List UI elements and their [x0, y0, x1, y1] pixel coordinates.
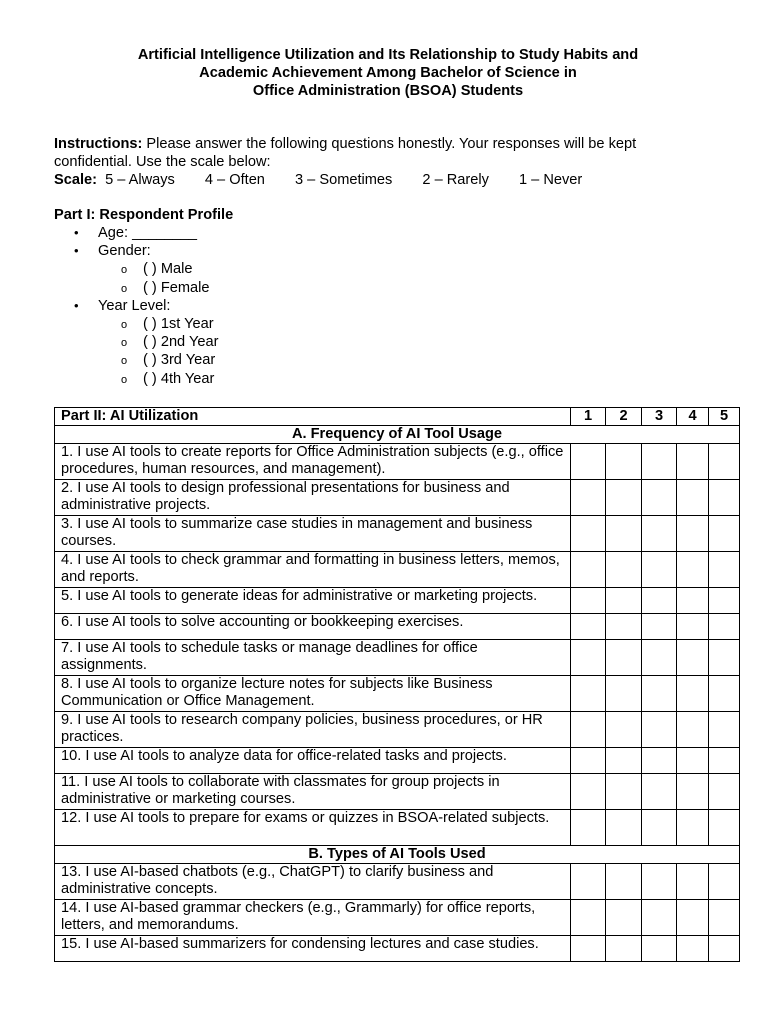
rating-cell-3[interactable]: [642, 810, 677, 846]
rating-cell-3[interactable]: [642, 640, 677, 676]
rating-cell-5[interactable]: [709, 748, 740, 774]
gender-item: [54, 242, 233, 297]
rating-cell-1[interactable]: [571, 900, 606, 936]
rating-cell-5[interactable]: [709, 614, 740, 640]
table-row: [55, 516, 740, 552]
profile-list: [54, 224, 233, 388]
age-label: Age: ________: [98, 225, 198, 241]
table-header-row: [55, 408, 740, 426]
survey-item-text: 10. I use AI tools to analyze data for office-related tasks and projects.: [55, 748, 571, 774]
rating-cell-2[interactable]: [606, 774, 642, 810]
table-row: [55, 900, 740, 936]
respondent-profile-section: [54, 206, 233, 388]
section-a-heading: A. Frequency of AI Tool Usage: [55, 426, 740, 444]
rating-cell-4[interactable]: [677, 748, 709, 774]
rating-cell-5[interactable]: [709, 774, 740, 810]
scale-header-5: 5: [709, 408, 740, 426]
ai-utilization-table: [54, 407, 740, 962]
part2-heading: Part II: AI Utilization: [55, 408, 571, 426]
scale-option-5: 5 – Always: [105, 172, 175, 188]
survey-item-text: 11. I use AI tools to collaborate with classmates for group projects in administrative or marketing courses.: [55, 774, 571, 810]
survey-item-text: 3. I use AI tools to summarize case studies in management and business courses.: [55, 516, 571, 552]
rating-cell-2[interactable]: [606, 640, 642, 676]
rating-cell-3[interactable]: [642, 712, 677, 748]
rating-cell-4[interactable]: [677, 444, 709, 480]
rating-cell-4[interactable]: [677, 864, 709, 900]
survey-item-text: 8. I use AI tools to organize lecture notes for subjects like Business Communication or Office Management.: [55, 676, 571, 712]
rating-cell-5[interactable]: [709, 900, 740, 936]
table-row: [55, 748, 740, 774]
rating-cell-4[interactable]: [677, 516, 709, 552]
rating-cell-1[interactable]: [571, 936, 606, 962]
survey-item-text: 15. I use AI-based summarizers for condensing lectures and case studies.: [55, 936, 571, 962]
rating-cell-2[interactable]: [606, 516, 642, 552]
rating-cell-2[interactable]: [606, 864, 642, 900]
table-row: [55, 444, 740, 480]
rating-cell-2[interactable]: [606, 936, 642, 962]
rating-cell-3[interactable]: [642, 748, 677, 774]
rating-cell-4[interactable]: [677, 552, 709, 588]
gender-option-female[interactable]: o ( ) Female: [98, 279, 233, 297]
rating-cell-1[interactable]: [571, 444, 606, 480]
table-row: [55, 640, 740, 676]
scale-header-2: 2: [606, 408, 642, 426]
rating-cell-2[interactable]: [606, 480, 642, 516]
table-row: [55, 480, 740, 516]
survey-item-text: 2. I use AI tools to design professional presentations for business and administrative projects.: [55, 480, 571, 516]
rating-cell-2[interactable]: [606, 552, 642, 588]
rating-cell-1[interactable]: [571, 810, 606, 846]
table-row: [55, 552, 740, 588]
gender-options: [98, 260, 233, 296]
rating-cell-1[interactable]: [571, 552, 606, 588]
rating-cell-3[interactable]: [642, 774, 677, 810]
scale-option-4: 4 – Often: [204, 172, 265, 188]
rating-cell-2[interactable]: [606, 676, 642, 712]
rating-cell-1[interactable]: [571, 640, 606, 676]
scale-line: [54, 171, 608, 189]
survey-item-text: 4. I use AI tools to check grammar and formatting in business letters, memos, and reports.: [55, 552, 571, 588]
year-option-3rd[interactable]: o ( ) 3rd Year: [98, 351, 233, 369]
rating-cell-4[interactable]: [677, 810, 709, 846]
instructions-label: Instructions:: [54, 136, 143, 152]
part1-heading: Part I: Respondent Profile: [54, 207, 234, 223]
survey-item-text: 6. I use AI tools to solve accounting or bookkeeping exercises.: [55, 614, 571, 640]
rating-cell-2[interactable]: [606, 444, 642, 480]
title-line-1: Artificial Intelligence Utilization and Its Relationship to Study Habits and: [137, 47, 639, 63]
rating-cell-3[interactable]: [642, 614, 677, 640]
instructions-text: Please answer the following questions honestly. Your responses will be kept confidential. Use the scale below:: [54, 136, 637, 170]
scale-option-1: 1 – Never: [518, 172, 583, 188]
rating-cell-5[interactable]: [709, 640, 740, 676]
rating-cell-3[interactable]: [642, 936, 677, 962]
rating-cell-1[interactable]: [571, 516, 606, 552]
year-option-4th[interactable]: o ( ) 4th Year: [98, 370, 233, 388]
rating-cell-2[interactable]: [606, 900, 642, 936]
rating-cell-5[interactable]: [709, 810, 740, 846]
scale-option-2: 2 – Rarely: [422, 172, 489, 188]
rating-cell-1[interactable]: [571, 480, 606, 516]
table-row: [55, 864, 740, 900]
rating-cell-3[interactable]: [642, 864, 677, 900]
rating-cell-5[interactable]: [709, 676, 740, 712]
section-a-row: [55, 426, 740, 444]
rating-cell-4[interactable]: [677, 900, 709, 936]
rating-cell-5[interactable]: [709, 444, 740, 480]
table-row: [55, 774, 740, 810]
rating-cell-3[interactable]: [642, 900, 677, 936]
table-row: [55, 588, 740, 614]
table-row: [55, 810, 740, 846]
table-row: [55, 712, 740, 748]
rating-cell-3[interactable]: [642, 588, 677, 614]
survey-item-text: 9. I use AI tools to research company policies, business procedures, or HR practices.: [55, 712, 571, 748]
title-line-3: Office Administration (BSOA) Students: [252, 83, 524, 99]
rating-cell-4[interactable]: [677, 480, 709, 516]
survey-item-text: 5. I use AI tools to generate ideas for administrative or marketing projects.: [55, 588, 571, 614]
rating-cell-5[interactable]: [709, 588, 740, 614]
gender-label: Gender:: [98, 243, 151, 260]
rating-cell-1[interactable]: [571, 748, 606, 774]
rating-cell-2[interactable]: [606, 588, 642, 614]
scale-header-3: 3: [642, 408, 677, 426]
year-option-1st[interactable]: o ( ) 1st Year: [98, 315, 233, 333]
rating-cell-2[interactable]: [606, 810, 642, 846]
rating-cell-4[interactable]: [677, 614, 709, 640]
scale-header-1: 1: [571, 408, 606, 426]
rating-cell-1[interactable]: [571, 676, 606, 712]
rating-cell-4[interactable]: [677, 774, 709, 810]
rating-cell-1[interactable]: [571, 712, 606, 748]
table-row: [55, 614, 740, 640]
instructions-paragraph: [54, 135, 694, 171]
rating-cell-1[interactable]: [571, 864, 606, 900]
rating-cell-5[interactable]: [709, 552, 740, 588]
rating-cell-4[interactable]: [677, 712, 709, 748]
scale-header-4: 4: [677, 408, 709, 426]
rating-cell-3[interactable]: [642, 676, 677, 712]
table-row: [55, 936, 740, 962]
year-level-options: [98, 315, 233, 388]
rating-cell-5[interactable]: [709, 936, 740, 962]
rating-cell-1[interactable]: [571, 588, 606, 614]
age-item[interactable]: [54, 224, 233, 242]
rating-cell-1[interactable]: [571, 774, 606, 810]
rating-cell-2[interactable]: [606, 712, 642, 748]
rating-cell-4[interactable]: [677, 588, 709, 614]
rating-cell-4[interactable]: [677, 676, 709, 712]
survey-item-text: 14. I use AI-based grammar checkers (e.g., Grammarly) for office reports, letters, and memorandums.: [55, 900, 571, 936]
scale-option-3: 3 – Sometimes: [295, 172, 393, 188]
rating-cell-4[interactable]: [677, 640, 709, 676]
rating-cell-4[interactable]: [677, 936, 709, 962]
survey-item-text: 13. I use AI-based chatbots (e.g., ChatGPT) to clarify business and administrative concepts.: [55, 864, 571, 900]
rating-cell-5[interactable]: [709, 712, 740, 748]
rating-cell-3[interactable]: [642, 480, 677, 516]
survey-item-text: 12. I use AI tools to prepare for exams or quizzes in BSOA-related subjects.: [55, 810, 571, 846]
rating-cell-3[interactable]: [642, 516, 677, 552]
rating-cell-1[interactable]: [571, 614, 606, 640]
rating-cell-5[interactable]: [709, 516, 740, 552]
section-b-heading: B. Types of AI Tools Used: [55, 846, 740, 864]
title-line-2: Academic Achievement Among Bachelor of Science in: [199, 65, 577, 81]
table-row: [55, 676, 740, 712]
scale-label: Scale:: [54, 172, 97, 188]
rating-cell-3[interactable]: [642, 552, 677, 588]
rating-cell-5[interactable]: [709, 480, 740, 516]
survey-item-text: 7. I use AI tools to schedule tasks or manage deadlines for office assignments.: [55, 640, 571, 676]
rating-cell-2[interactable]: [606, 748, 642, 774]
rating-cell-5[interactable]: [709, 864, 740, 900]
document-title: [54, 46, 722, 100]
rating-cell-2[interactable]: [606, 614, 642, 640]
rating-cell-3[interactable]: [642, 444, 677, 480]
section-b-row: [55, 846, 740, 864]
survey-item-text: 1. I use AI tools to create reports for Office Administration subjects (e.g., office procedures, human resources, and management).: [55, 444, 571, 480]
gender-option-male[interactable]: o ( ) Male: [98, 260, 233, 278]
year-level-label: Year Level:: [98, 297, 171, 314]
year-level-item: [54, 297, 233, 388]
year-option-2nd[interactable]: o ( ) 2nd Year: [98, 333, 233, 351]
